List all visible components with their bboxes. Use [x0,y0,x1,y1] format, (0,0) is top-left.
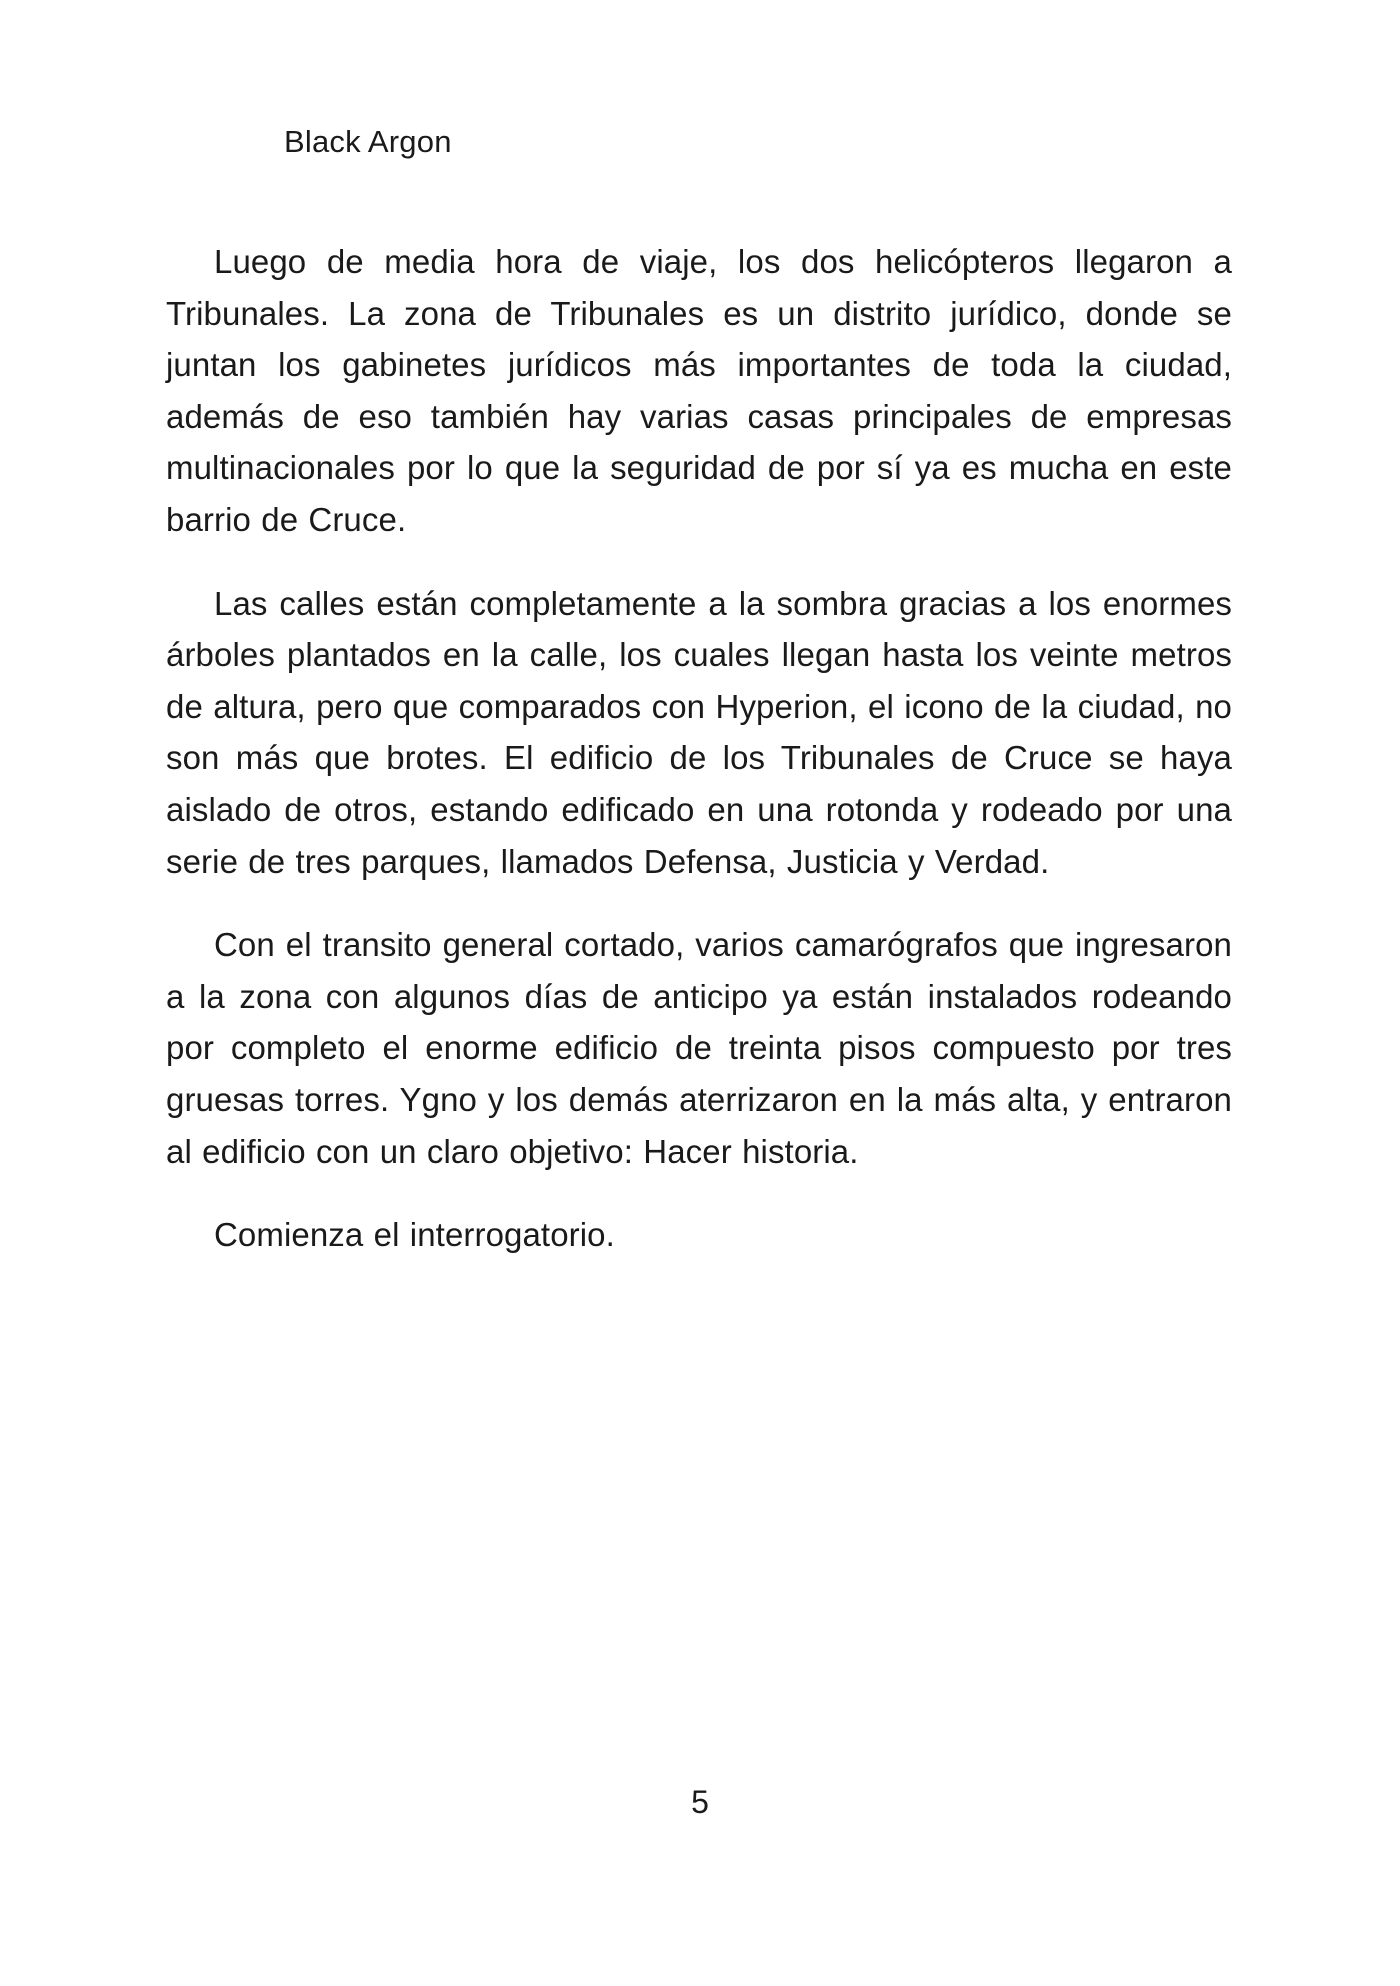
paragraph: Las calles están completamente a la sombra gracias a los enormes árboles plantados en la calle, los cuales llegan hasta los veinte metros de altura, pero que comparados con Hyperion, el icono de la ciudad, no son más que brotes. El edificio de los Tribunales de Cruce se haya aislado de otros, estando edificado en una rotonda y rodeado por una serie de tres parques, llamados Defensa, Justicia y Verdad. [166,584,1232,880]
paragraph: Con el transito general cortado, varios camarógrafos que ingresaron a la zona con algunos días de anticipo ya están instalados rodeando por completo el enorme edificio de treinta pisos compuesto por tres gruesas torres. Ygno y los demás aterrizaron en la más alta, y entraron al edificio con un claro objetivo: Hacer historia. [166,926,1232,1170]
body-text [166,236,1232,1293]
page-number: 5 [691,1784,709,1820]
running-header: Black Argon [284,124,452,159]
paragraph: Luego de media hora de viaje, los dos helicópteros llegaron a Tribunales. La zona de Tribunales es un distrito jurídico, donde se juntan los gabinetes jurídicos más importantes de toda la ciudad, además de eso también hay varias casas principales de empresas multinacionales por lo que la seguridad de por sí ya es mucha en este barrio de Cruce. [166,243,1232,538]
paragraph: Comienza el interrogatorio. [214,1216,615,1254]
